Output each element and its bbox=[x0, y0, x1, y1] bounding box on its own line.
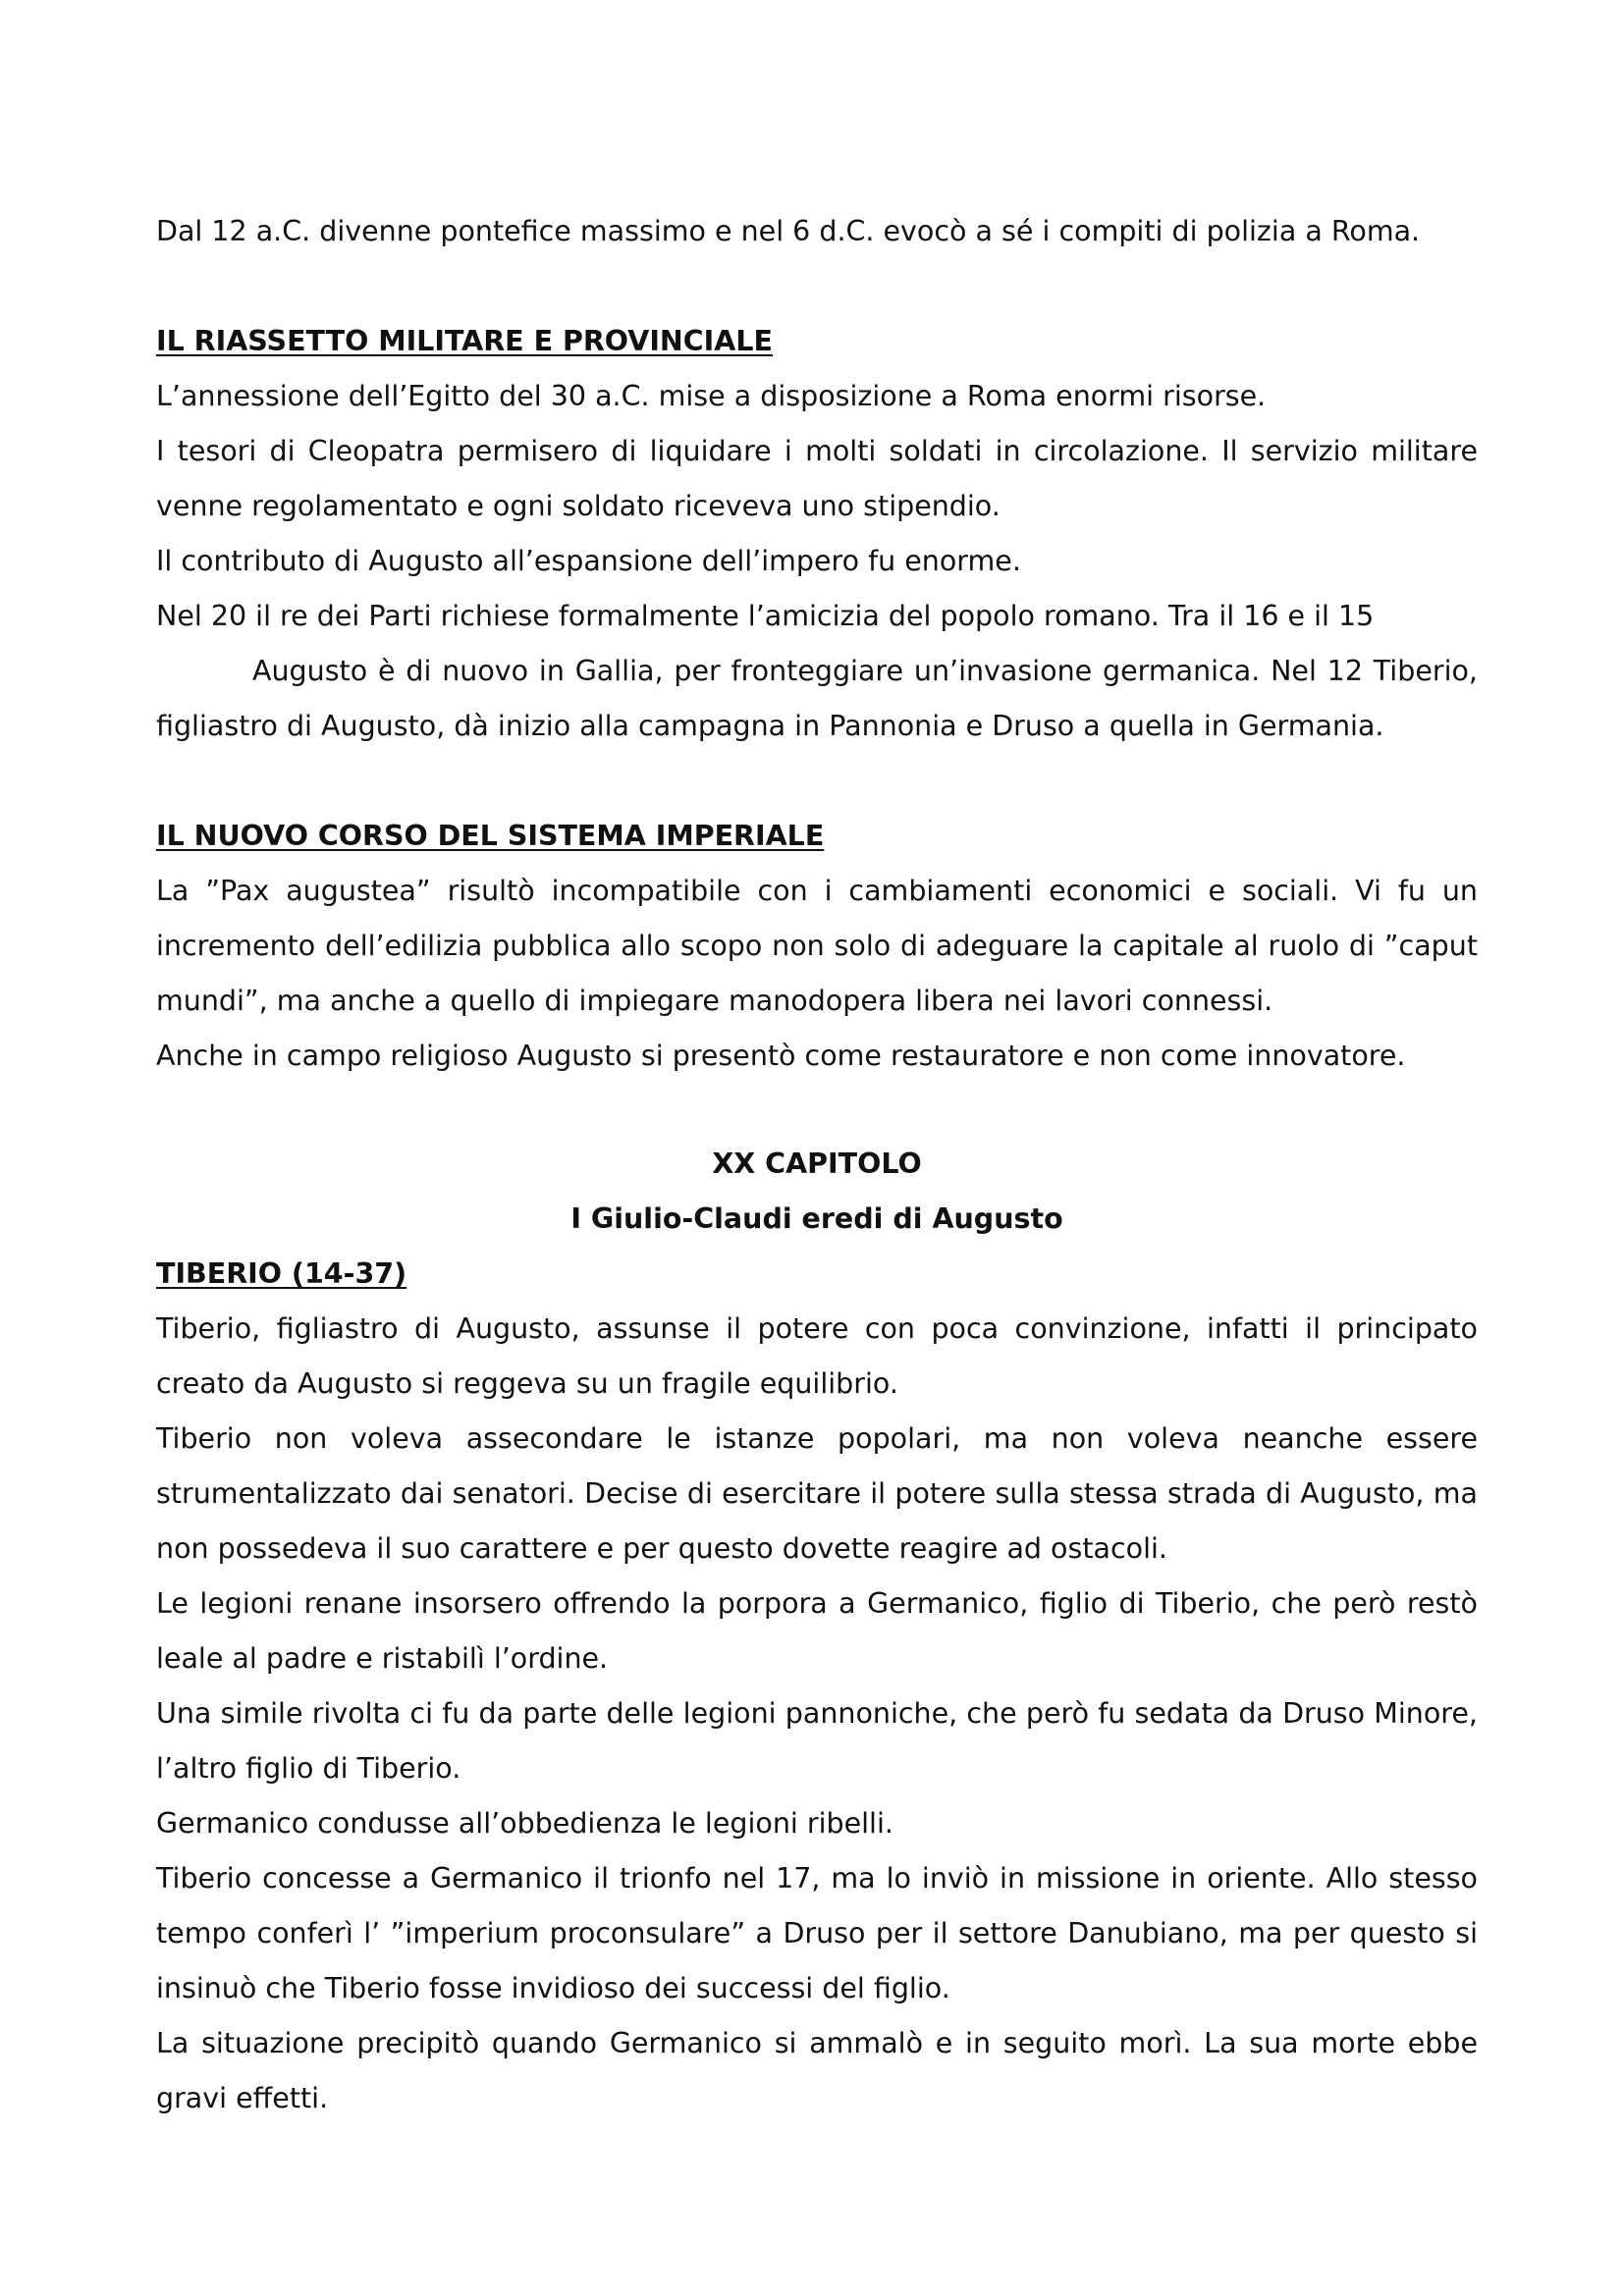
paragraph: La ”Pax augustea” risultò incompatibile con i cambiamenti economici e sociali. Vi fu un incremento dell’edilizia pubblica allo scopo non solo di adeguare la capitale al ruolo di ”caput mundi”, ma anche a quello di impiegare manodopera libera nei lavori connessi. bbox=[156, 875, 1478, 1017]
paragraph: Tiberio concesse a Germanico il trionfo nel 17, ma lo inviò in missione in oriente. Allo stesso tempo conferì l’ ”imperium proconsulare” a Druso per il settore Danubiano, ma per questo si insinuò che Tiberio fosse invidioso dei successi del figlio. bbox=[156, 1862, 1478, 2004]
paragraph: Nel 20 il re dei Parti richiese formalmente l’amicizia del popolo romano. Tra il 16 e il 15 bbox=[156, 600, 1375, 632]
section-body-tiberio bbox=[156, 1302, 1478, 2126]
chapter-number: XX CAPITOLO bbox=[712, 1148, 922, 1180]
paragraph: Una simile rivolta ci fu da parte delle legioni pannoniche, che però fu sedata da Druso Minore, l’altro figlio di Tiberio. bbox=[156, 1697, 1478, 1785]
paragraph: Tiberio, figliastro di Augusto, assunse il potere con poca convinzione, infatti il principato creato da Augusto si reggeva su un fragile equilibrio. bbox=[156, 1312, 1478, 1400]
chapter-title: I Giulio-Claudi eredi di Augusto bbox=[570, 1202, 1063, 1235]
section-heading-riassetto: IL RIASSETTO MILITARE E PROVINCIALE bbox=[156, 325, 773, 357]
paragraph: L’annessione dell’Egitto del 30 a.C. mise a disposizione a Roma enormi risorse. bbox=[156, 380, 1267, 412]
paragraph: Germanico condusse all’obbedienza le legioni ribelli. bbox=[156, 1807, 893, 1840]
paragraph: Tiberio non voleva assecondare le istanze popolari, ma non voleva neanche essere strumentalizzato dai senatori. Decise di esercitare il potere sulla stessa strada di Augusto, ma non possedeva il suo carattere e per questo dovette reagire ad ostacoli. bbox=[156, 1422, 1478, 1565]
paragraph: Il contributo di Augusto all’espansione dell’impero fu enorme. bbox=[156, 545, 1021, 577]
paragraph: I tesori di Cleopatra permisero di liquidare i molti soldati in circolazione. Il servizio militare venne regolamentato e ogni soldato riceveva uno stipendio. bbox=[156, 435, 1478, 522]
paragraph: Augusto è di nuovo in Gallia, per fronteggiare un’invasione germanica. Nel 12 Tiberio, figliastro di Augusto, dà inizio alla campagna in Pannonia e Druso a quella in Germania. bbox=[156, 655, 1478, 742]
section-body-riassetto bbox=[156, 369, 1478, 754]
section-heading-tiberio: TIBERIO (14-37) bbox=[156, 1257, 407, 1290]
intro-paragraph bbox=[156, 204, 1478, 259]
paragraph: Anche in campo religioso Augusto si presentò come restauratore e non come innovatore. bbox=[156, 1040, 1406, 1072]
paragraph: Le legioni renane insorsero offrendo la porpora a Germanico, figlio di Tiberio, che però restò leale al padre e ristabilì l’ordine. bbox=[156, 1587, 1478, 1675]
section-body-nuovo-corso bbox=[156, 864, 1478, 1084]
intro-line: Dal 12 a.C. divenne pontefice massimo e nel 6 d.C. evocò a sé i compiti di polizia a Roma. bbox=[156, 215, 1421, 247]
section-heading-nuovo-corso: IL NUOVO CORSO DEL SISTEMA IMPERIALE bbox=[156, 820, 825, 852]
paragraph: La situazione precipitò quando Germanico si ammalò e in seguito morì. La sua morte ebbe gravi effetti. bbox=[156, 2027, 1478, 2114]
